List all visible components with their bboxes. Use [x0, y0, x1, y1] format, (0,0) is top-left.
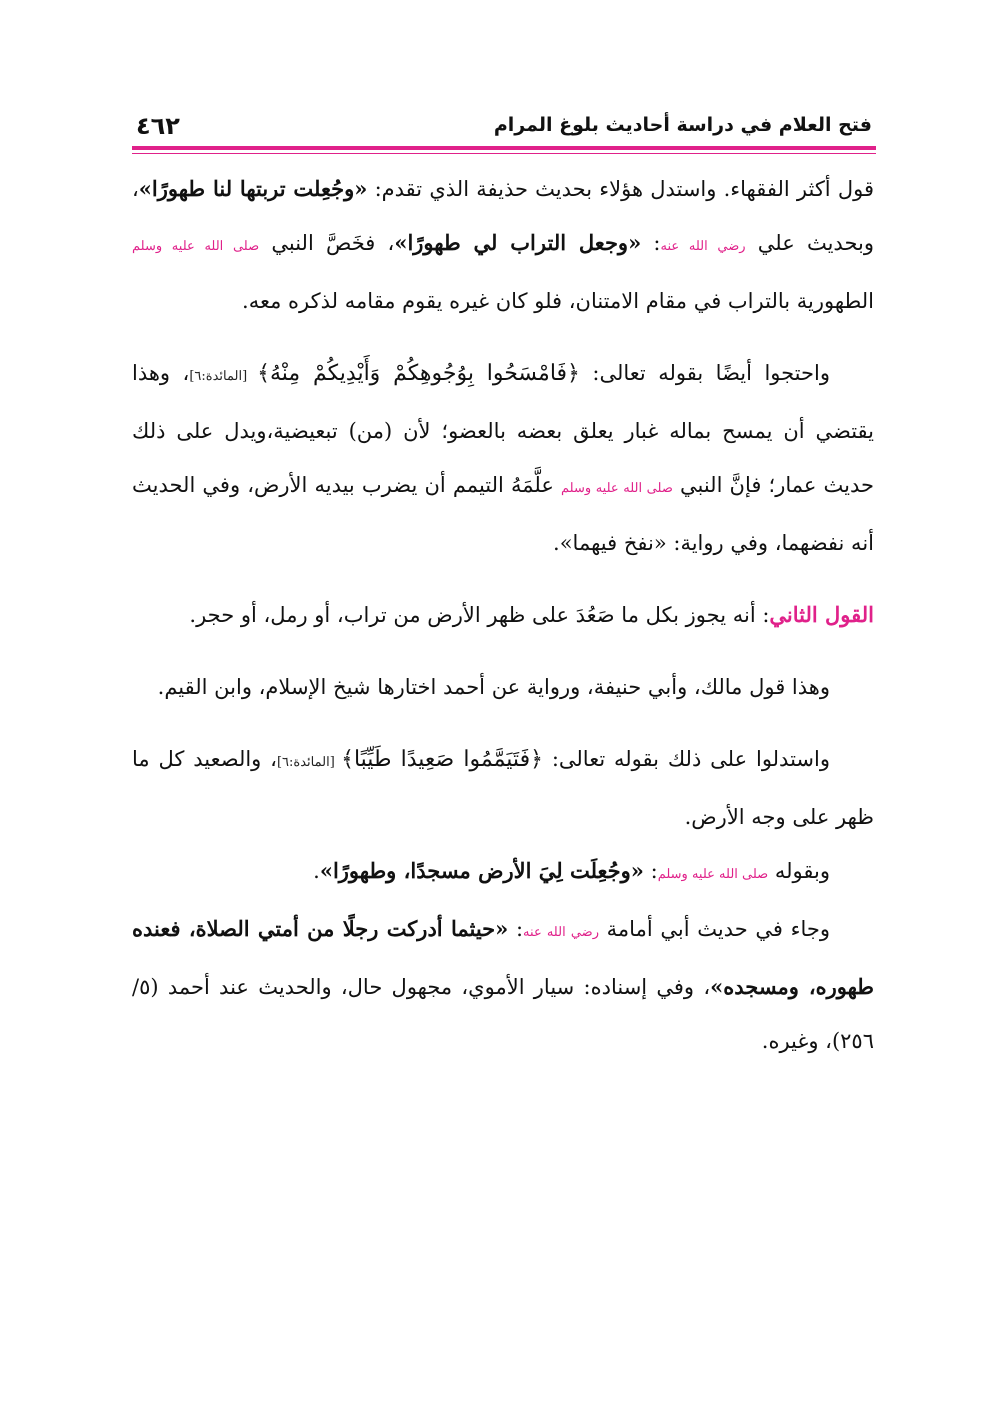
paragraph-5	[132, 732, 874, 844]
section-label: القول الثاني	[769, 602, 874, 627]
text-span: .	[313, 859, 320, 883]
honorific-glyph: صلى الله عليه وسلم	[657, 867, 769, 882]
verse-reference: [المائدة:٦]	[276, 755, 342, 770]
honorific-glyph: صلى الله عليه وسلم	[132, 239, 260, 254]
paragraph-3	[132, 588, 874, 642]
text-span: واستدلوا على ذلك بقوله تعالى:	[542, 747, 830, 771]
verse-reference: [المائدة:٦]	[189, 369, 258, 384]
hadith-quote: «وجعل التراب لي طهورًا»	[394, 230, 642, 255]
paragraph-7	[132, 902, 874, 1068]
header-rule-thick	[132, 146, 876, 150]
body-text	[132, 162, 874, 1068]
paragraph-4	[132, 660, 874, 714]
honorific-glyph: صلى الله عليه وسلم	[561, 481, 673, 496]
quran-verse: ﴿فَامْسَحُوا بِوُجُوهِكُمْ وَأَيْدِيكُمْ مِنْهُ﴾	[257, 361, 580, 386]
text-span: واحتجوا أيضًا بقوله تعالى:	[579, 361, 830, 385]
book-title: فتح العلام في دراسة أحاديث بلوغ المرام	[493, 114, 872, 136]
header-rule-thin	[132, 153, 876, 154]
page-header	[132, 112, 876, 142]
quran-verse: ﴿فَتَيَمَّمُوا صَعِيدًا طَيِّبًا﴾	[341, 747, 543, 772]
text-span: علَّمَهُ التيمم أن يضرب بيديه الأرض، وفي الحديث أنه نفضهما، وفي رواية:	[132, 473, 874, 555]
paragraph-6	[132, 844, 874, 902]
text-span: :	[508, 917, 524, 941]
text-span: الطهورية بالتراب في مقام الامتنان، فلو كان غيره يقوم مقامه لذكره معه.	[242, 289, 874, 313]
text-span: ، والصعيد كل ما ظهر على وجه الأرض.	[132, 747, 874, 829]
honorific-glyph: رضي الله عنه	[523, 925, 599, 940]
text-span: ، وهذا يقتضي أن يمسح بماله غبار يعلق بعضه بالعضو؛ لأن (من) تبعيضية،ويدل على ذلك حديث عمار؛ فإنَّ النبي	[132, 361, 874, 497]
text-span: : أنه يجوز بكل ما صَعُدَ على ظهر الأرض من تراب، أو رمل، أو حجر.	[189, 603, 770, 627]
hadith-quote: «وجُعِلت تربتها لنا طهورًا»	[138, 176, 368, 201]
honorific-glyph: رضي الله عنه	[660, 239, 746, 254]
text-span: :	[641, 231, 661, 255]
text-span: وبقوله	[768, 859, 830, 883]
paragraph-2	[132, 346, 874, 570]
hadith-quote: «نفخ فيهما»	[559, 531, 667, 555]
text-span: وهذا قول مالك، وأبي حنيفة، ورواية عن أحمد اختارها شيخ الإسلام، وابن القيم.	[157, 675, 830, 699]
page-number: ٤٦٢	[136, 112, 180, 140]
text-span: :	[643, 859, 658, 883]
text-span: ، وفي إسناده: سيار الأموي، مجهول حال، والحديث عند أحمد (٥/ ٢٥٦)، وغيره.	[132, 975, 874, 1053]
text-span: .	[553, 531, 560, 555]
text-span: ، وبحديث علي	[132, 177, 874, 255]
text-span: وجاء في حديث أبي أمامة	[598, 917, 830, 941]
text-span: ، فخَصَّ النبي	[259, 231, 395, 255]
text-span: قول أكثر الفقهاء. واستدل هؤلاء بحديث حذيفة الذي تقدم:	[367, 177, 874, 201]
hadith-quote: «حيثما أدركت رجلًا من أمتي الصلاة، فعنده طهوره، ومسجده»	[132, 916, 874, 999]
hadith-quote: «وجُعِلَت لِيَ الأرض مسجدًا، وطهورًا»	[319, 858, 644, 883]
paragraph-1	[132, 162, 874, 328]
